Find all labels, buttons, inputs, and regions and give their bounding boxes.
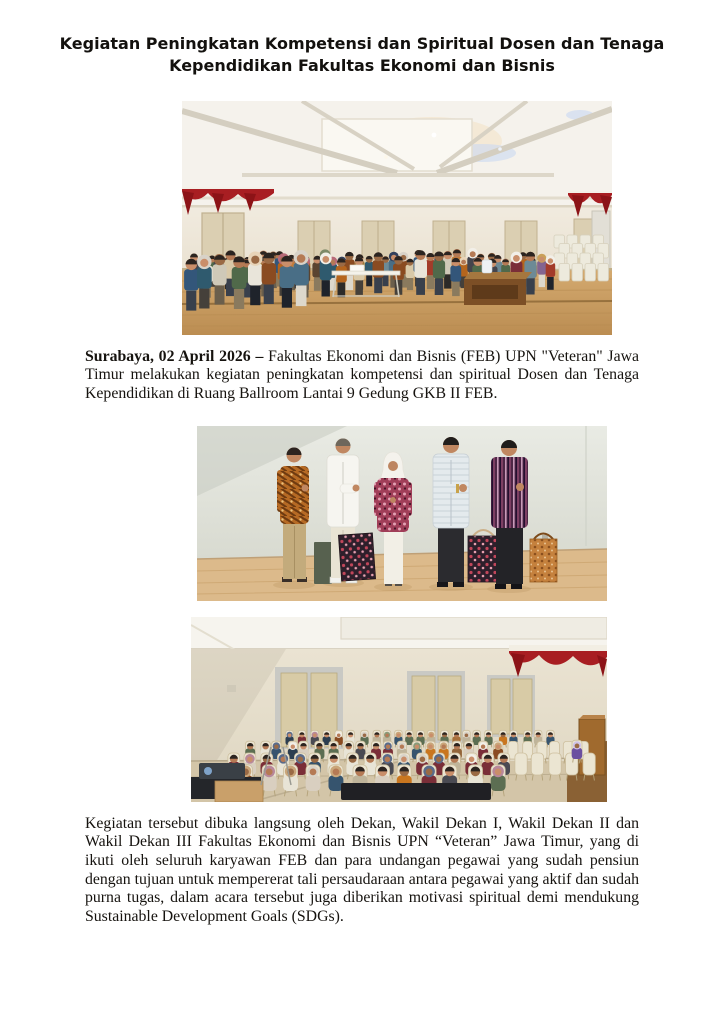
photo-ballroom-group (182, 101, 612, 335)
stacked-chairs (554, 235, 609, 281)
photo-audience-seated (191, 617, 607, 802)
paragraph-intro-text: Fakultas Ekonomi dan Bisnis (FEB) UPN "Veteran" Jawa Timur melakukan kegiatan peningkatan kompetensi dan spiritual Dosen dan Tenaga Kependidikan di Ruang Ballroom Lantai 9 Gedung GKB II FEB. (85, 347, 640, 402)
page-title-line2: Kependidikan Fakultas Ekonomi dan Bisnis (169, 56, 555, 75)
paragraph-body: Kegiatan tersebut dibuka langsung oleh Dekan, Wakil Dekan I, Wakil Dekan II dan Wakil Dekan III Fakultas Ekonomi dan Bisnis UPN “Veteran” Jawa Timur, yang di ikuti oleh seluruh karyawan FEB dan para undangan pegawai yang sudah pensiun dengan tujuan untuk mempererat tali persaudaraan antara pegawai yang aktif dan sudah purna tugas, dalam acara tersebut juga diberikan motivasi spiritual demi mendukung Sustainable Development Goals (SDGs). (85, 814, 639, 925)
photo-officials-gifts (197, 426, 607, 601)
page-title (0, 33, 724, 77)
dateline: Surabaya, 02 April 2026 – (85, 347, 264, 365)
page-title-line1: Kegiatan Peningkatan Kompetensi dan Spiritual Dosen dan Tenaga (59, 34, 665, 53)
paragraph-intro (85, 348, 639, 404)
